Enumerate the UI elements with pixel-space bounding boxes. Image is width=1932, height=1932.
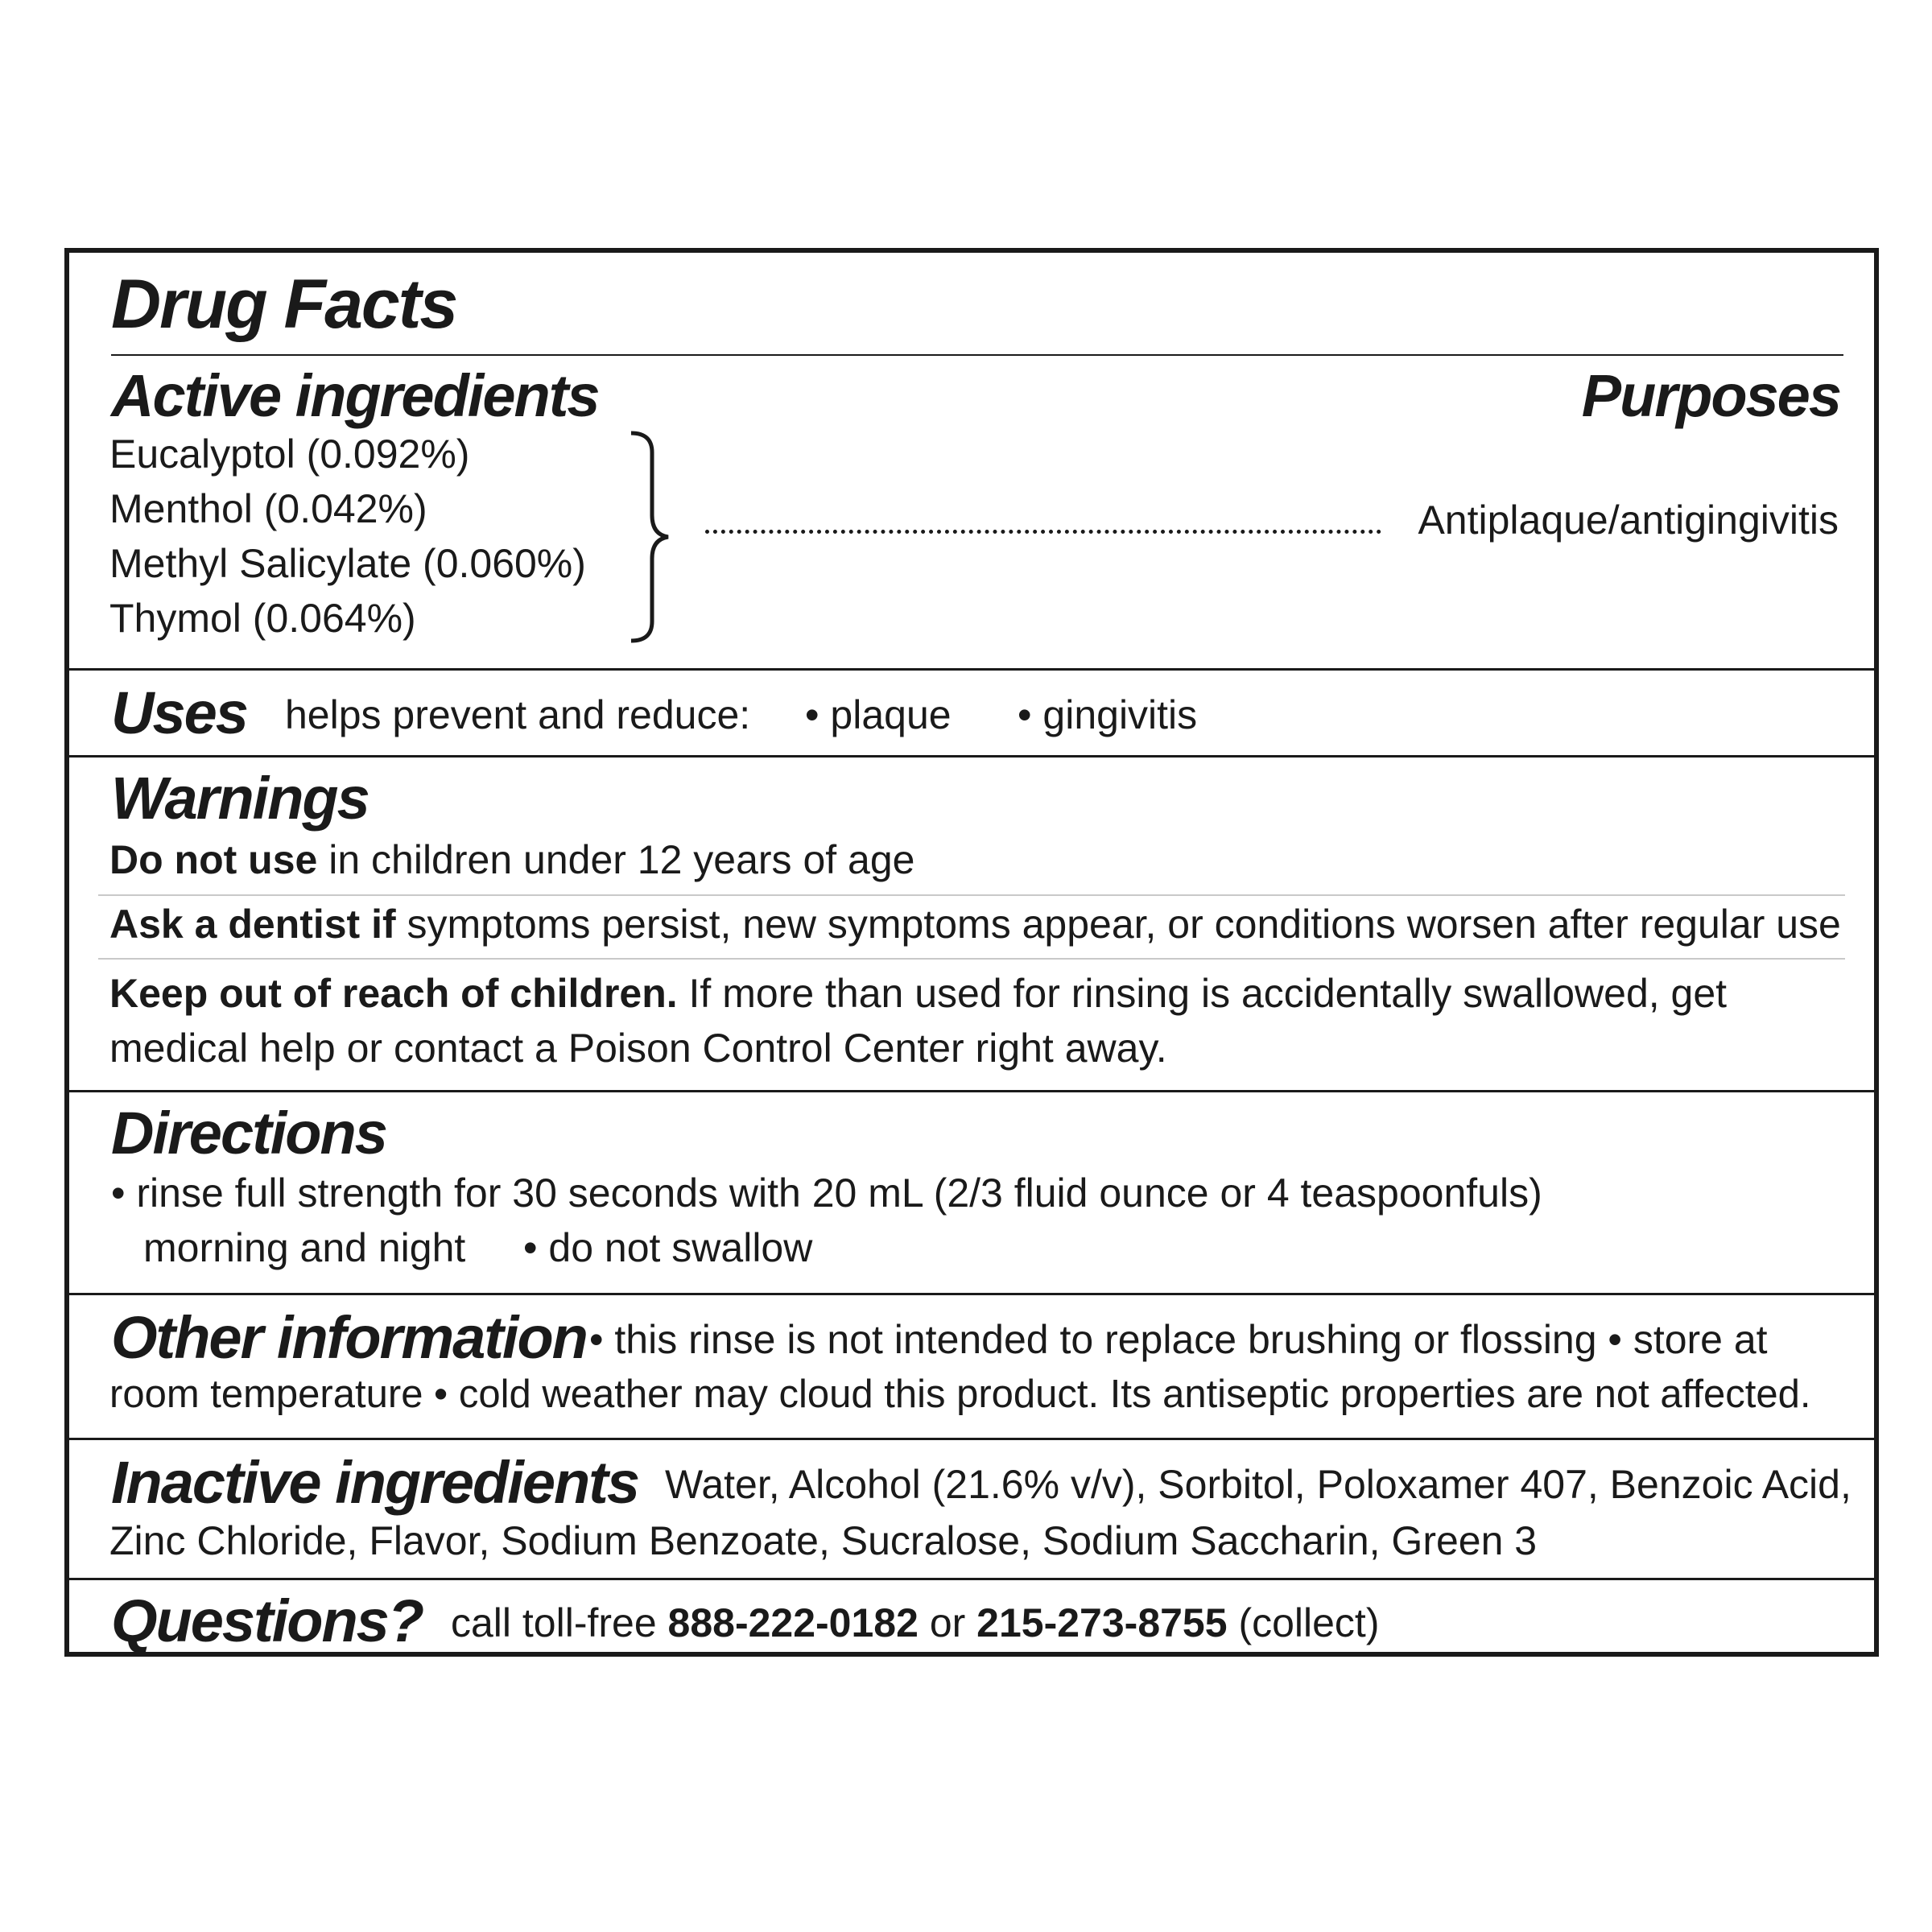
active-ingredient-item: Menthol (0.042%) — [109, 486, 427, 531]
questions-heading: Questions? — [111, 1587, 423, 1654]
section-rule — [69, 1578, 1874, 1580]
section-rule — [69, 1090, 1874, 1092]
purposes-heading: Purposes — [1581, 362, 1840, 429]
uses-intro: helps prevent and reduce: — [285, 692, 751, 737]
keep-out-of-reach-warning: Keep out of reach of children. If more than used for rinsing is accidentally swallowed, get — [109, 971, 1728, 1016]
active-ingredient-item: Thymol (0.064%) — [109, 596, 416, 641]
inactive-ingredients-line: Water, Alcohol (21.6% v/v), Sorbitol, Poloxamer 407, Benzoic Acid, — [665, 1462, 1852, 1507]
phone-number-toll-free[interactable]: 888-222-0182 — [667, 1600, 919, 1645]
drug-facts-panel — [64, 248, 1879, 1657]
directions-line: • rinse full strength for 30 seconds with 20 mL (2/3 fluid ounce or 4 teaspoonfuls) — [111, 1170, 1542, 1216]
section-rule — [69, 1293, 1874, 1295]
section-rule — [69, 755, 1874, 758]
uses-bullet: • plaque — [805, 692, 952, 737]
inactive-ingredients-line: Zinc Chloride, Flavor, Sodium Benzoate, Sucralose, Sodium Saccharin, Green 3 — [109, 1518, 1538, 1563]
do-not-use-warning: Do not use in children under 12 years of age — [109, 837, 915, 882]
questions-text: call toll-free 888-222-0182 or 215-273-8755 (collect) — [451, 1600, 1380, 1645]
uses-bullet: • gingivitis — [1018, 692, 1198, 737]
title-rule — [111, 354, 1843, 356]
ask-dentist-warning: Ask a dentist if symptoms persist, new symptoms appear, or conditions worsen after regular use — [109, 902, 1841, 947]
uses-heading: Uses — [111, 679, 247, 746]
inactive-ingredients-heading: Inactive ingredients — [111, 1449, 638, 1516]
dot-leader — [705, 530, 1381, 534]
warning-divider — [98, 894, 1845, 896]
other-information-line: • this rinse is not intended to replace brushing or flossing • store at — [589, 1317, 1768, 1362]
bullet-icon: • — [805, 692, 831, 737]
curly-brace-icon — [625, 428, 689, 646]
purpose-text: Antiplaque/antigingivitis — [1418, 497, 1839, 543]
section-rule — [69, 668, 1874, 671]
warnings-heading: Warnings — [111, 765, 369, 832]
directions-heading: Directions — [111, 1100, 386, 1166]
warning-divider — [98, 958, 1845, 960]
active-ingredients-heading: Active ingredients — [111, 362, 599, 429]
other-information-heading: Other information — [111, 1304, 587, 1371]
keep-out-of-reach-warning-cont: medical help or contact a Poison Control Center right away. — [109, 1026, 1167, 1071]
active-ingredient-item: Eucalyptol (0.092%) — [109, 431, 470, 477]
phone-number-collect[interactable]: 215-273-8755 — [976, 1600, 1228, 1645]
active-ingredient-item: Methyl Salicylate (0.060%) — [109, 541, 586, 586]
directions-bullet: • do not swallow — [523, 1225, 813, 1270]
section-rule — [69, 1438, 1874, 1440]
bullet-icon: • — [1018, 692, 1043, 737]
directions-line: morning and night — [143, 1225, 466, 1270]
other-information-line: room temperature • cold weather may cloud this product. Its antiseptic properties are not affected. — [109, 1373, 1811, 1416]
drug-facts-title: Drug Facts — [111, 266, 457, 343]
